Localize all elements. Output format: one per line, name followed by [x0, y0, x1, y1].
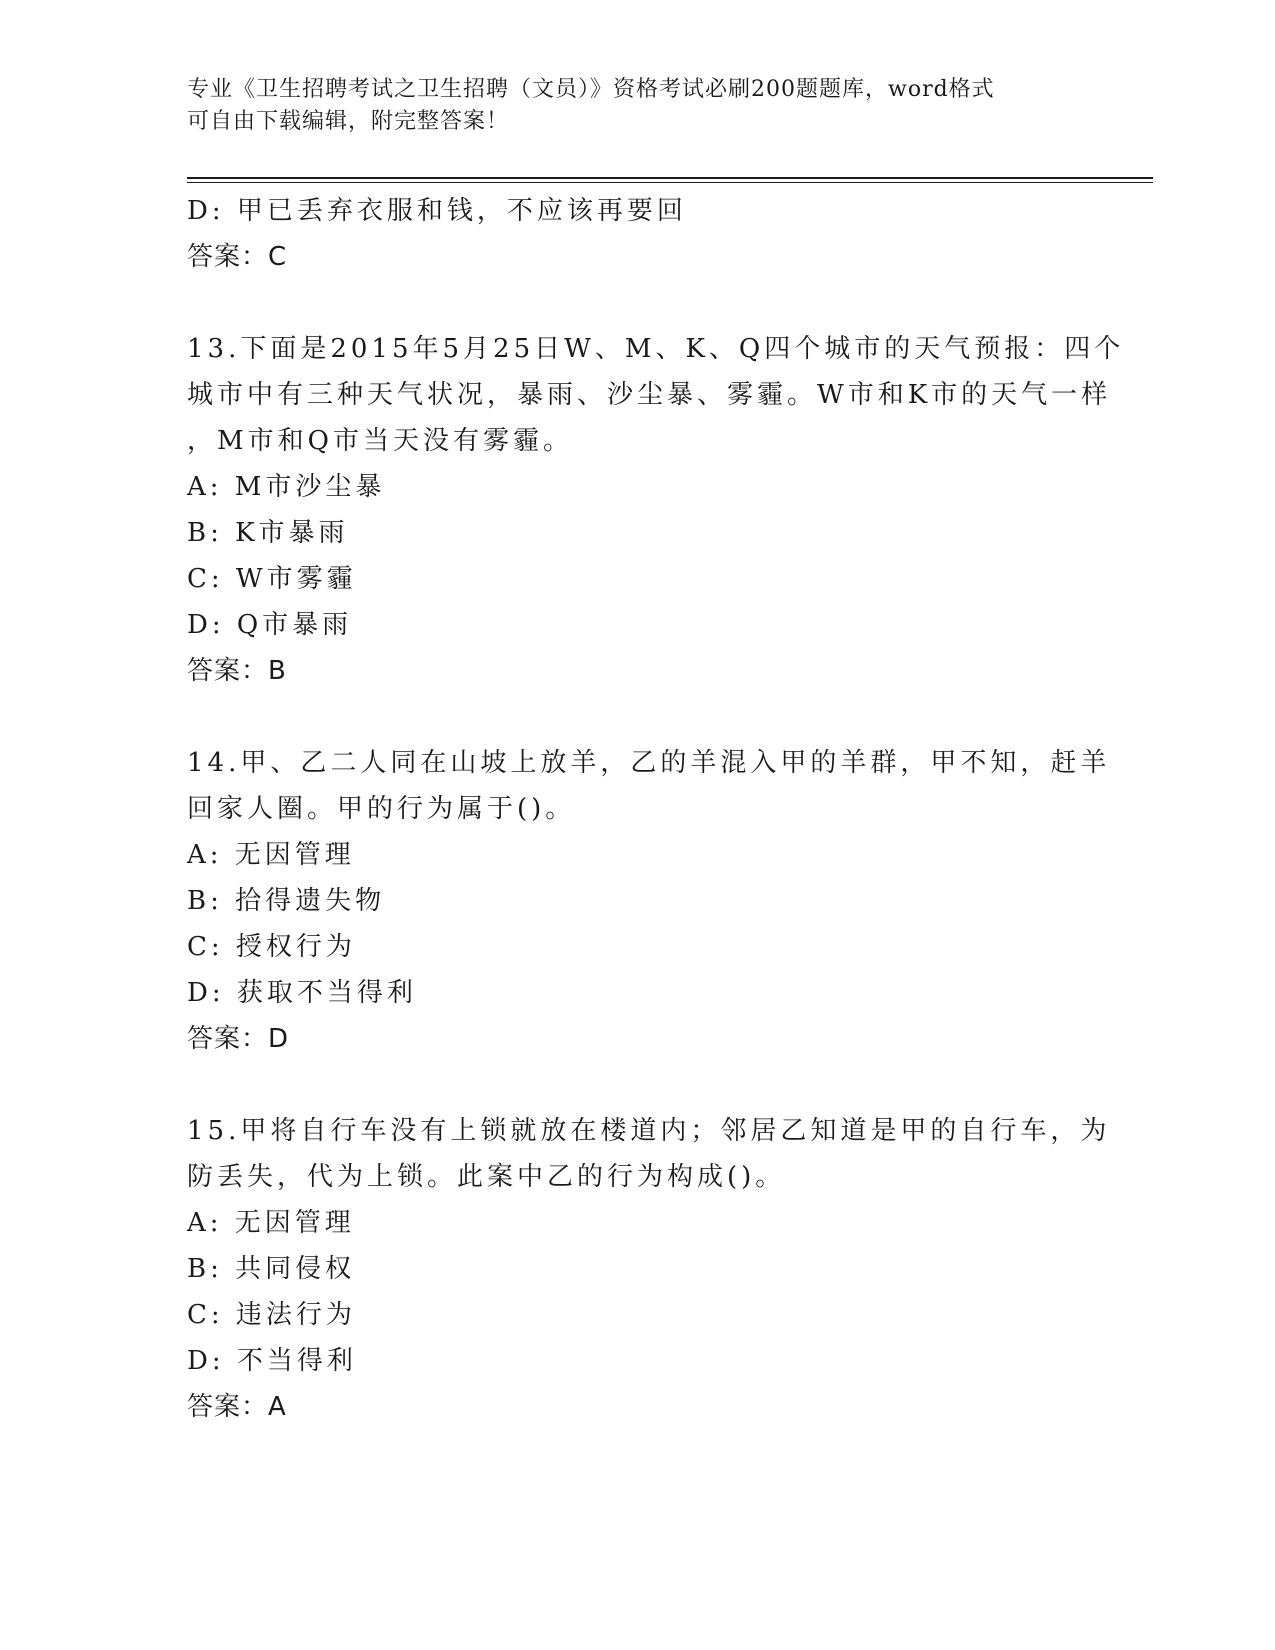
option-d: D: 获取不当得利 — [187, 978, 417, 1008]
option-b: B: K市暴雨 — [187, 518, 349, 548]
document-body — [187, 188, 1125, 1430]
question-stem-line: 回家人圈。甲的行为属于()。 — [187, 794, 576, 824]
option-b: B: 共同侵权 — [187, 1254, 356, 1284]
option-d: D: Q市暴雨 — [187, 610, 353, 640]
question-13 — [187, 326, 1125, 694]
option-d: D: 甲已丢弃衣服和钱，不应该再要回 — [187, 196, 687, 226]
answer-line: 答案：D — [187, 1024, 290, 1054]
question-14 — [187, 740, 1111, 1062]
question-stem-line: 防丢失，代为上锁。此案中乙的行为构成()。 — [187, 1162, 786, 1192]
question-15 — [187, 1108, 1111, 1430]
question-12-tail — [187, 188, 1087, 280]
question-stem-line: 城市中有三种天气状况，暴雨、沙尘暴、雾霾。W市和K市的天气一样 — [187, 380, 1112, 410]
spacer — [187, 694, 1087, 740]
header-line-1: 专业《卫生招聘考试之卫生招聘（文员）》资格考试必刷200题题库，word格式 — [187, 77, 995, 102]
answer-line: 答案：C — [187, 242, 288, 272]
question-stem-line: 14.甲、乙二人同在山坡上放羊，乙的羊混入甲的羊群，甲不知，赶羊 — [187, 748, 1111, 778]
page-header — [187, 74, 1087, 138]
header-line-2: 可自由下载编辑，附完整答案！ — [187, 109, 510, 134]
spacer — [187, 1062, 1087, 1108]
answer-line: 答案：B — [187, 656, 287, 686]
question-stem-line: ，M市和Q市当天没有雾霾。 — [187, 426, 573, 456]
option-a: A: 无因管理 — [187, 1208, 355, 1238]
option-a: A: 无因管理 — [187, 840, 355, 870]
option-c: C: W市雾霾 — [187, 564, 357, 594]
option-d: D: 不当得利 — [187, 1346, 357, 1376]
spacer — [187, 280, 1087, 326]
answer-line: 答案：A — [187, 1392, 287, 1422]
question-stem-line: 13.下面是2015年5月25日W、M、K、Q四个城市的天气预报：四个 — [187, 334, 1125, 364]
option-b: B: 拾得遗失物 — [187, 886, 386, 916]
question-stem-line: 15.甲将自行车没有上锁就放在楼道内；邻居乙知道是甲的自行车，为 — [187, 1116, 1111, 1146]
header-divider-thin — [187, 182, 1153, 183]
header-divider-thick — [187, 177, 1153, 179]
option-a: A: M市沙尘暴 — [187, 472, 386, 502]
option-c: C: 授权行为 — [187, 932, 356, 962]
option-c: C: 违法行为 — [187, 1300, 356, 1330]
